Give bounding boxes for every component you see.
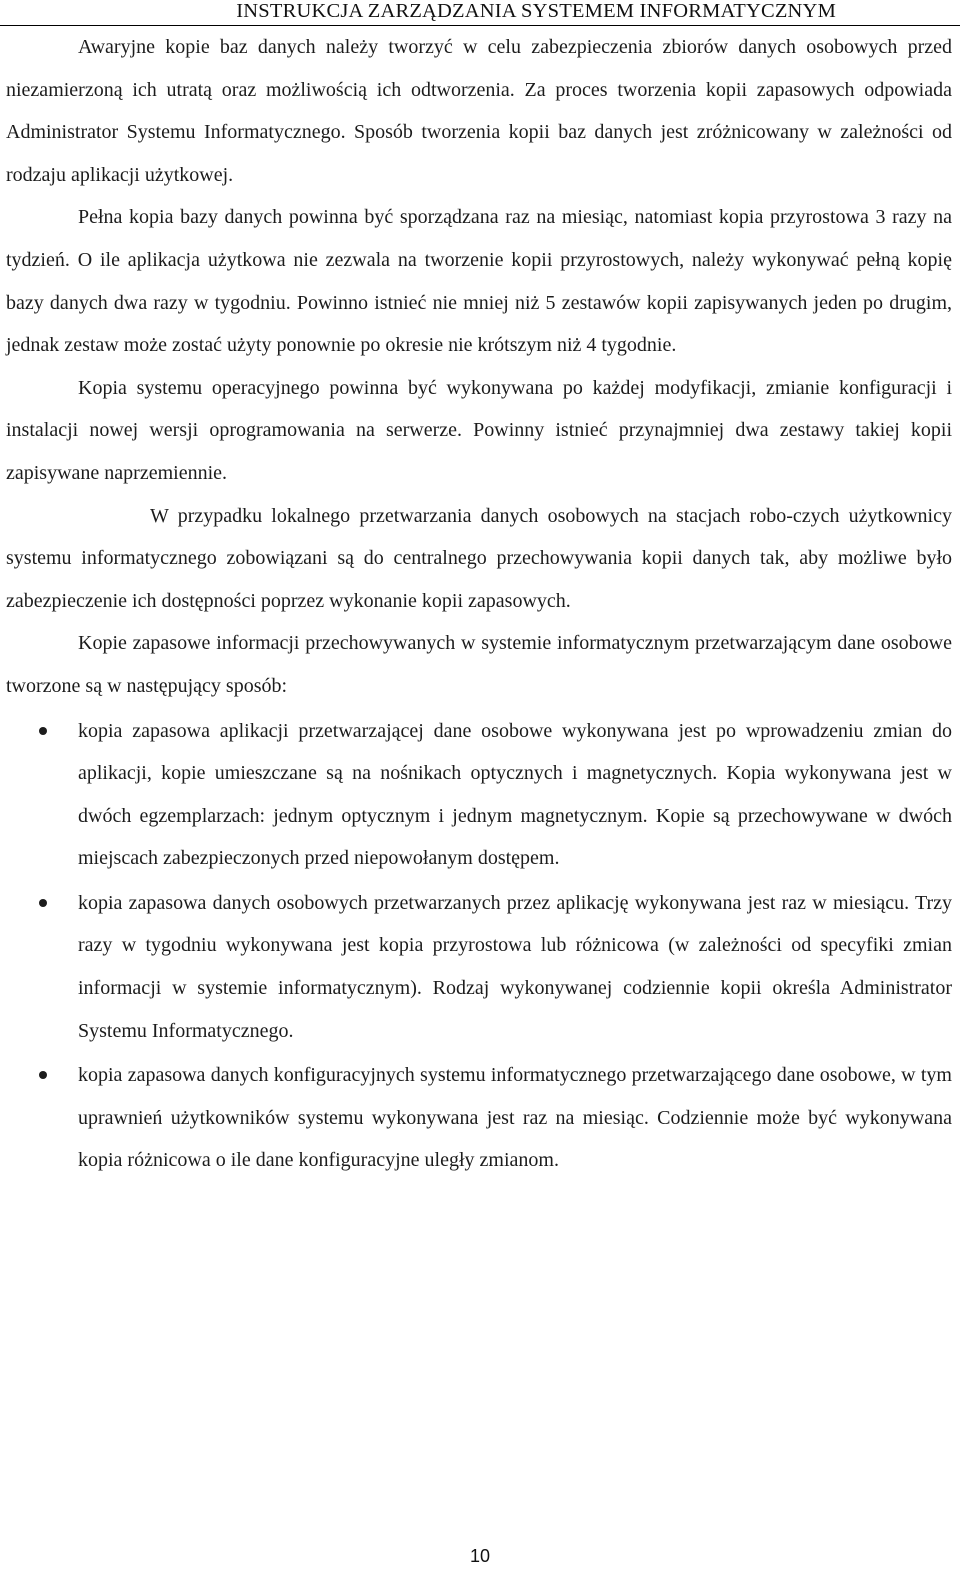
backup-method-list xyxy=(6,710,952,1183)
list-item xyxy=(6,1054,952,1182)
paragraph-backup-schedule: Pełna kopia bazy danych powinna być sporządzana raz na miesiąc, natomiast kopia przyrostowa 3 razy na tydzień. O ile aplikacja użytkowa nie zezwala na tworzenie kopii przyrostowych, należy wykonywać pełną kopię bazy danych dwa razy w tygodniu. Powinno istnieć nie mniej niż 5 zestawów kopii zapisywanych jeden po drugim, jednak zestaw może zostać użyty ponownie po okresie nie krótszym niż 4 tygodnie. xyxy=(6,206,952,357)
page-number: 10 xyxy=(469,1546,491,1566)
list-item xyxy=(6,882,952,1052)
document-title: INSTRUKCJA ZARZĄDZANIA SYSTEMEM INFORMATYCZNYM xyxy=(236,0,836,22)
list-item-text: kopia zapasowa aplikacji przetwarzającej dane osobowe wykonywana jest po wprowadzeniu zmian do aplikacji, kopie umieszczane są na nośnikach optycznych i magnetycznych. Kopia wykonywana jest w dwóch egzemplarzach: jednym optycznym i jednym magnetycznym. Kopie są przechowywane w dwóch miejscach zabezpieczonych przed niepowołanym dostępem. xyxy=(78,719,952,870)
document-body xyxy=(6,26,952,1184)
bullet-icon xyxy=(39,1071,47,1079)
list-item-text: kopia zapasowa danych osobowych przetwarzanych przez aplikację wykonywana jest raz w miesiącu. Trzy razy w tygodniu wykonywana jest kopia przyrostowa lub różnicowa (w zależności od specyfiki zmian informacji w systemie informatycznym). Rodzaj wykonywanej codziennie kopii określa Administrator Systemu Informatycznego. xyxy=(78,891,952,1042)
bullet-icon xyxy=(39,727,47,735)
paragraph-backup-method-intro: Kopie zapasowe informacji przechowywanych w systemie informatycznym przetwarzającym dane osobowe tworzone są w następujący sposób: xyxy=(6,632,952,697)
paragraph-local-processing: W przypadku lokalnego przetwarzania danych osobowych na stacjach robo-czych użytkownicy systemu informatycznego zobowiązani są do centralnego przechowywania kopii danych tak, aby możliwe było zabezpieczenie ich dostępności poprzez wykonanie kopii zapasowych. xyxy=(6,504,952,612)
paragraph-backup-purpose: Awaryjne kopie baz danych należy tworzyć w celu zabezpieczenia zbiorów danych osobowych przed niezamierzoną ich utratą oraz możliwością ich odtworzenia. Za proces tworzenia kopii zapasowych odpowiada Administrator Systemu Informatycznego. Sposób tworzenia kopii baz danych jest zróżnicowany w zależności od rodzaju aplikacji użytkowej. xyxy=(6,36,952,186)
paragraph-os-backup: Kopia systemu operacyjnego powinna być wykonywana po każdej modyfikacji, zmianie konfiguracji i instalacji nowej wersji oprogramowania na serwerze. Powinny istnieć przynajmniej dwa zestawy takiej kopii zapisywane naprzemiennie. xyxy=(6,376,952,484)
page-header xyxy=(0,0,960,26)
bullet-icon xyxy=(39,899,47,907)
list-item xyxy=(6,710,952,880)
list-item-text: kopia zapasowa danych konfiguracyjnych systemu informatycznego przetwarzającego dane osobowe, w tym uprawnień użytkowników systemu wykonywana jest raz na miesiąc. Codziennie może być wykonywana kopia różnicowa o ile dane konfiguracyjne uległy zmianom. xyxy=(78,1064,952,1172)
